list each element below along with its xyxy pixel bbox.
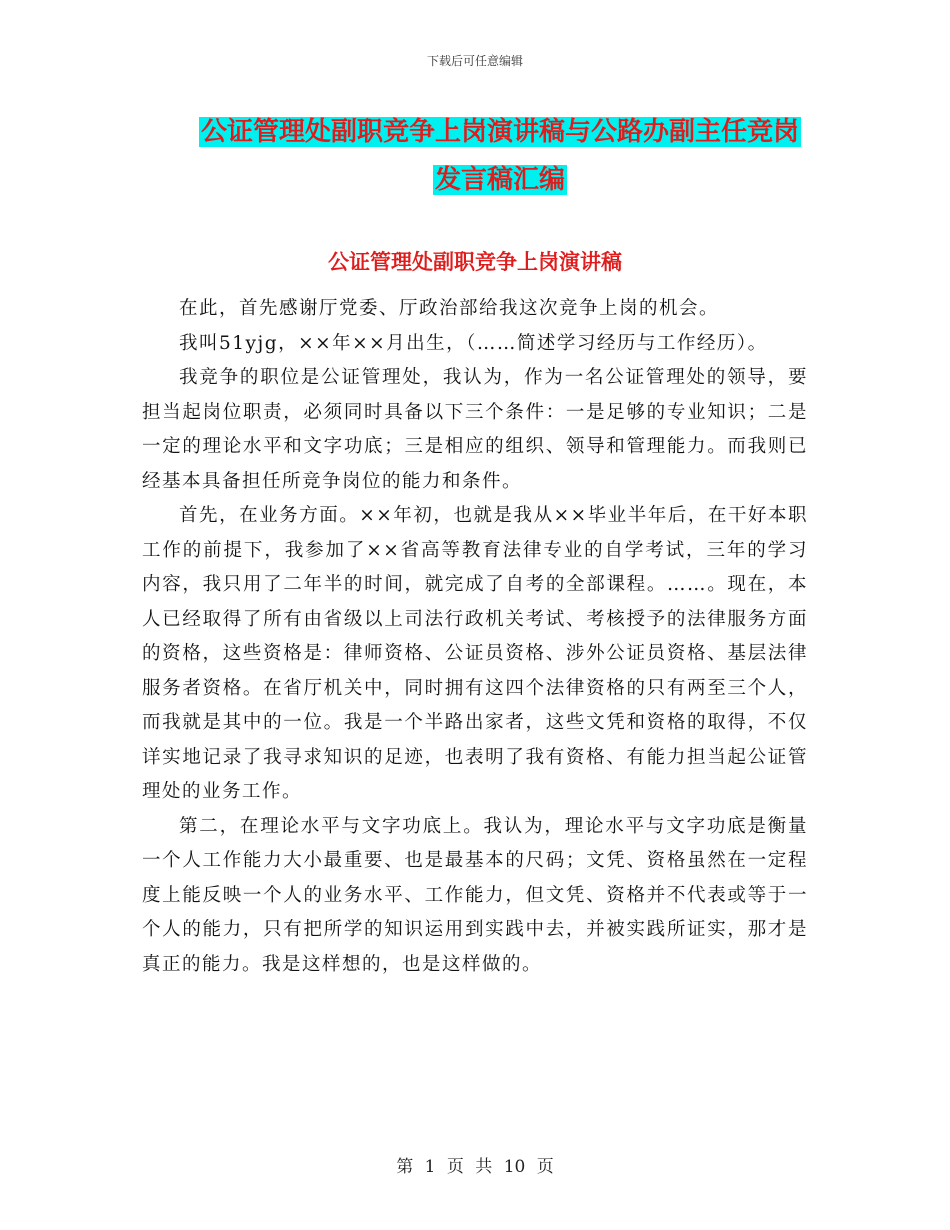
document-title: [185, 108, 815, 204]
page-number-footer: 第 1 页 共 10 页: [396, 1157, 554, 1177]
document-body: [142, 292, 808, 982]
paragraph-5: 第二，在理论水平与文字功底上。我认为，理论水平与文字功底是衡量一个人工作能力大小最重要、也是最基本的尺码；文凭、资格虽然在一定程度上能反映一个人的业务水平、工作能力，但文凭、资格并不代表或等于一个人的能力，只有把所学的知识运用到实践中去，并被实践所证实，那才是真正的能力。我是这样想的，也是这样做的。: [142, 815, 808, 975]
document-title-line-1: 公证管理处副职竞争上岗演讲稿与公路办副主任竞岗: [200, 117, 799, 147]
paragraph-2: 我叫51yjg，××年××月出生，（……简述学习经历与工作经历）。: [179, 332, 768, 354]
paragraph-4: 首先，在业务方面。××年初，也就是我从××毕业半年后，在干好本职工作的前提下，我参加了××省高等教育法律专业的自学考试，三年的学习内容，我只用了二年半的时间，就完成了自考的全部课程。……。现在，本人已经取得了所有由省级以上司法行政机关考试、考核授予的法律服务方面的资格，这些资格是：律师资格、公证员资格、涉外公证员资格、基层法律服务者资格。在省厅机关中，同时拥有这四个法律资格的只有两至三个人，而我就是其中的一位。我是一个半路出家者，这些文凭和资格的取得，不仅详实地记录了我寻求知识的足迹，也表明了我有资格、有能力担当起公证管理处的业务工作。: [142, 505, 808, 802]
document-title-line-2: 发言稿汇编: [434, 165, 565, 195]
paragraph-3: 我竞争的职位是公证管理处，我认为，作为一名公证管理处的领导，要担当起岗位职责，必须同时具备以下三个条件：一是足够的专业知识；二是一定的理论水平和文字功底；三是相应的组织、领导和管理能力。而我则已经基本具备担任所竞争岗位的能力和条件。: [142, 367, 808, 492]
page-header-note: 下载后可任意编辑: [426, 54, 523, 68]
paragraph-1: 在此，首先感谢厅党委、厅政治部给我这次竞争上岗的机会。: [179, 298, 720, 319]
section-title: 公证管理处副职竞争上岗演讲稿: [328, 250, 622, 274]
